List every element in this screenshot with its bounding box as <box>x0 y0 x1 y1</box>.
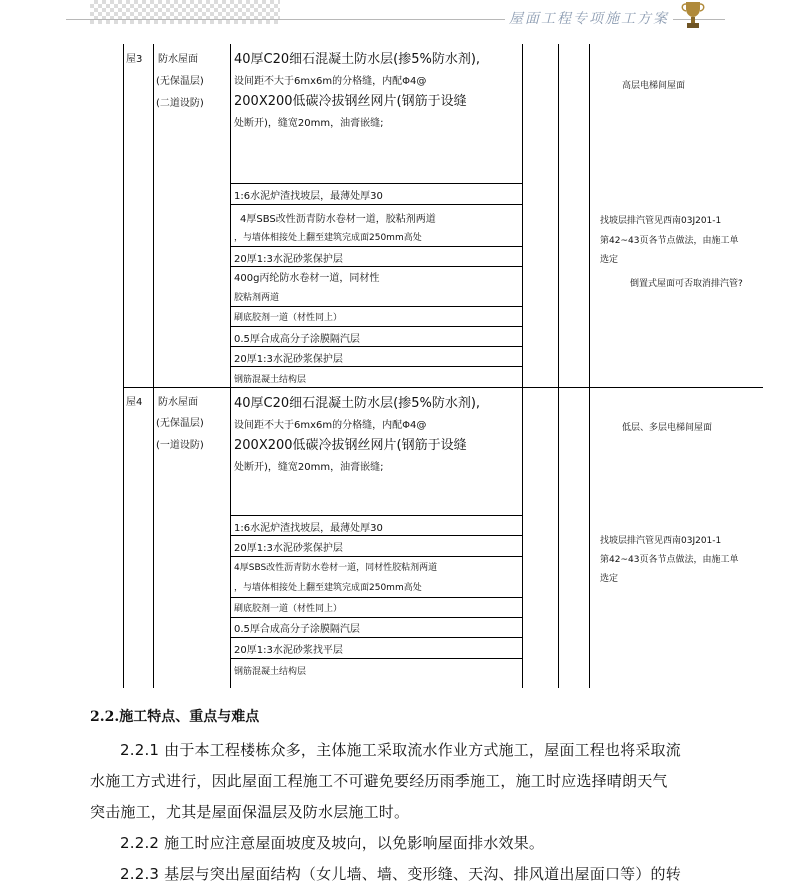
paragraph-line: 突击施工，尤其是屋面保温层及防水层施工时。 <box>90 803 410 821</box>
layer-text: 钢筋混凝土结构层 <box>234 375 307 385</box>
note-line: 选定 <box>600 255 619 265</box>
layer-text: 钢筋混凝土结构层 <box>234 667 307 677</box>
layer-text: ，与墙体相接处上翻至建筑完成面250mm高处 <box>234 583 422 593</box>
layer-text: 设间距不大于6mx6m的分格缝，内配Φ4@ <box>234 420 427 431</box>
layer-text: 刷底胶剂一道（材性同上） <box>234 604 343 614</box>
note-line: 第42~43页各节点做法，由施工单 <box>600 555 739 565</box>
note-line: 找坡层排汽管见西南03J201-1 <box>600 536 722 546</box>
layer-text: 4厚SBS改性沥青防水卷材一道，同材性胶粘剂两道 <box>234 563 438 573</box>
roof-type-line: (无保温层) <box>156 418 204 429</box>
layer-text: 0.5厚合成高分子涂膜隔汽层 <box>234 334 360 345</box>
layer-text: 40厚C20细石混凝土防水层(掺5%防水剂), <box>234 396 481 411</box>
header-pattern <box>90 0 280 24</box>
note-question: 倒置式屋面可否取消排汽管? <box>630 279 743 289</box>
paragraph: 2.2.2 施工时应注意屋面坡度及坡向，以免影响屋面排水效果。 <box>120 834 545 852</box>
row-number: 屋3 <box>126 54 143 65</box>
note-area: 高层电梯间屋面 <box>622 81 686 91</box>
roof-type-line: (无保温层) <box>156 76 204 87</box>
roof-type-line: (二道设防) <box>156 98 204 109</box>
roof-type-line: 防水屋面 <box>158 54 198 65</box>
layer-text: ，与墙体相接处上翻至建筑完成面250mm高处 <box>234 233 422 243</box>
paragraph-line: 水施工方式进行，因此屋面工程施工不可避免要经历雨季施工，施工时应选择晴朗天气 <box>90 772 668 790</box>
note-area: 低层、多层电梯间屋面 <box>622 423 713 433</box>
paragraph-line: 2.2.1 由于本工程楼栋众多，主体施工采取流水作业方式施工，屋面工程也将采取流 <box>120 741 681 759</box>
layer-text: 1:6水泥炉渣找坡层，最薄处厚30 <box>234 523 383 534</box>
layer-text: 设间距不大于6mx6m的分格缝，内配Φ4@ <box>234 76 427 87</box>
layer-text: 1:6水泥炉渣找坡层，最薄处厚30 <box>234 191 383 202</box>
note-line: 第42~43页各节点做法，由施工单 <box>600 236 739 246</box>
roof-type-line: (一道设防) <box>156 440 204 451</box>
note-line: 找坡层排汽管见西南03J201-1 <box>600 216 722 226</box>
layer-text: 20厚1:3水泥砂浆保护层 <box>234 543 343 554</box>
note-line: 选定 <box>600 574 619 584</box>
row-number: 屋4 <box>126 397 143 408</box>
layer-text: 200X200低碳冷拔钢丝网片(钢筋于设缝 <box>234 438 467 453</box>
trophy-logo-icon <box>679 0 707 30</box>
layer-text: 刷底胶剂一道（材性同上） <box>234 313 343 323</box>
layer-text: 20厚1:3水泥砂浆保护层 <box>234 354 343 365</box>
layer-text: 40厚C20细石混凝土防水层(掺5%防水剂), <box>234 52 481 67</box>
layer-text: 20厚1:3水泥砂浆保护层 <box>234 254 343 265</box>
layer-text: 处断开)，缝宽20mm，油膏嵌缝; <box>234 462 384 473</box>
paragraph: 2.2.3 基层与突出屋面结构（女儿墙、墙、变形缝、天沟、排风道出屋面口等）的转 <box>120 865 681 883</box>
layer-text: 胶粘剂两道 <box>234 293 280 303</box>
layer-text: 处断开)，缝宽20mm，油膏嵌缝; <box>234 118 384 129</box>
layer-text: 0.5厚合成高分子涂膜隔汽层 <box>234 624 360 635</box>
layer-text: 400g丙纶防水卷材一道，同材性 <box>234 273 380 284</box>
layer-text: 4厚SBS改性沥青防水卷材一道，胶粘剂两道 <box>240 214 436 225</box>
layer-text: 200X200低碳冷拔钢丝网片(钢筋于设缝 <box>234 94 467 109</box>
header-title: 屋面工程专项施工方案 <box>505 8 673 28</box>
layer-text: 20厚1:3水泥砂浆找平层 <box>234 645 343 656</box>
roof-type-line: 防水屋面 <box>158 397 198 408</box>
section-heading: 2.2.施工特点、重点与难点 <box>90 709 260 725</box>
